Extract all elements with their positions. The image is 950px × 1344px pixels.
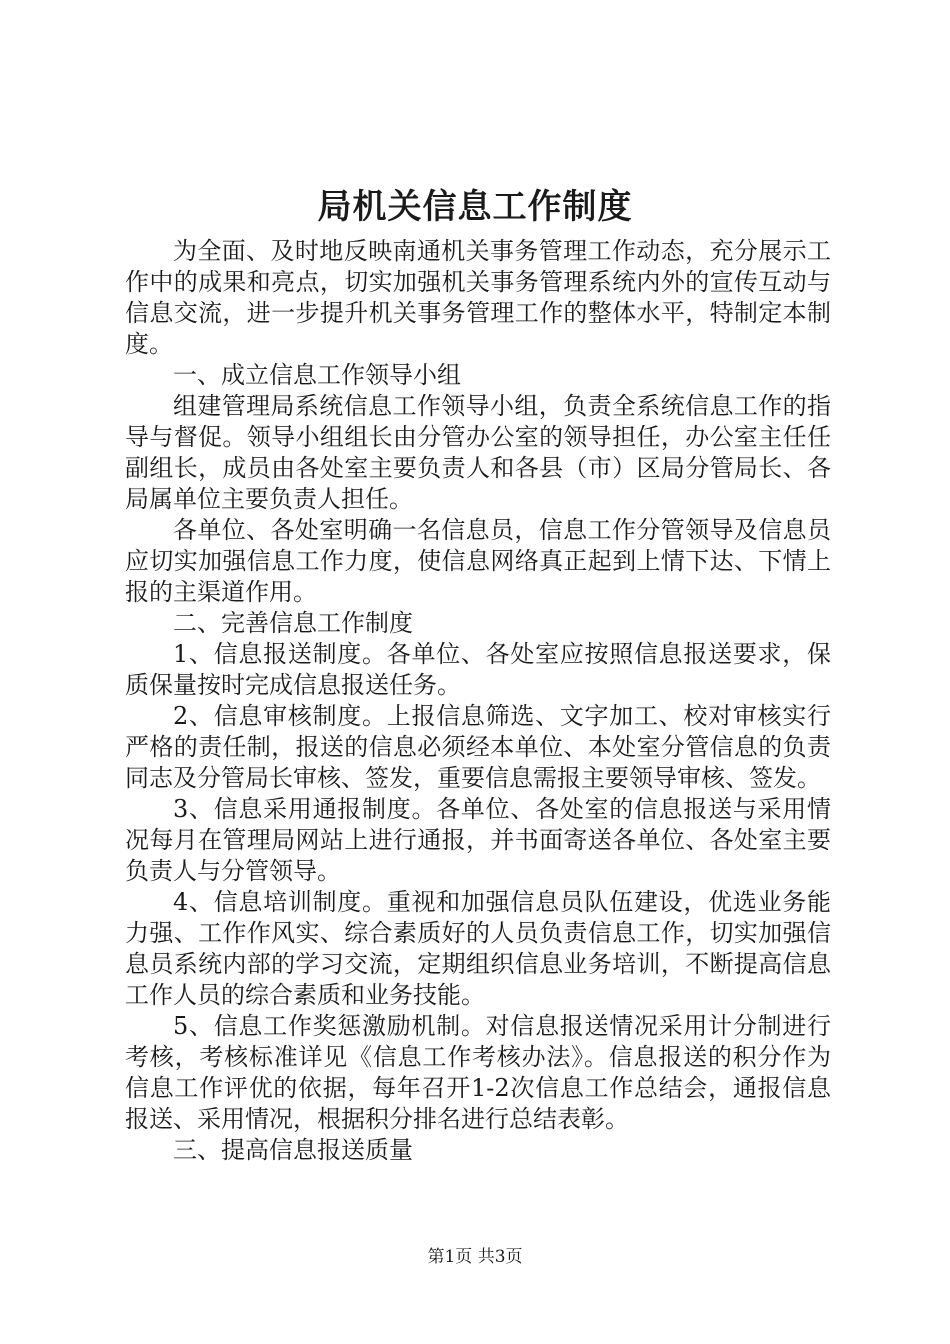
page-footer: 第1页 共3页 xyxy=(427,1247,523,1267)
paragraph: 各单位、各处室明确一名信息员，信息工作分管领导及信息员应切实加强信息工作力度，使信息网络真正起到上情下达、下情上报的主渠道作用。 xyxy=(125,516,831,606)
section-heading-2: 二、完善信息工作制度 xyxy=(173,609,413,637)
document-body xyxy=(125,236,831,1166)
paragraph: 3、信息采用通报制度。各单位、各处室的信息报送与采用情况每月在管理局网站上进行通报，并书面寄送各单位、各处室主要负责人与分管领导。 xyxy=(125,795,831,885)
paragraph: 5、信息工作奖惩激励机制。对信息报送情况采用计分制进行考核，考核标准详见《信息工作考核办法》。信息报送的积分作为信息工作评优的依据，每年召开1-2次信息工作总结会，通报信息报送、采用情况，根据积分排名进行总结表彰。 xyxy=(125,1012,831,1133)
paragraph: 1、信息报送制度。各单位、各处室应按照信息报送要求，保质保量按时完成信息报送任务。 xyxy=(125,640,831,699)
paragraph-intro: 为全面、及时地反映南通机关事务管理工作动态，充分展示工作中的成果和亮点，切实加强机关事务管理系统内外的宣传互动与信息交流，进一步提升机关事务管理工作的整体水平，特制定本制度。 xyxy=(125,237,831,358)
document-title: 局机关信息工作制度 xyxy=(317,187,633,227)
paragraph: 4、信息培训制度。重视和加强信息员队伍建设，优选业务能力强、工作作风实、综合素质好的人员负责信息工作，切实加强信息员系统内部的学习交流，定期组织信息业务培训，不断提高信息工作人员的综合素质和业务技能。 xyxy=(125,888,831,1009)
section-heading-1: 一、成立信息工作领导小组 xyxy=(173,361,461,389)
section-heading-3: 三、提高信息报送质量 xyxy=(173,1136,413,1164)
paragraph: 2、信息审核制度。上报信息筛选、文字加工、校对审核实行严格的责任制，报送的信息必须经本单位、本处室分管信息的负责同志及分管局长审核、签发，重要信息需报主要领导审核、签发。 xyxy=(125,702,831,792)
paragraph: 组建管理局系统信息工作领导小组，负责全系统信息工作的指导与督促。领导小组组长由分管办公室的领导担任，办公室主任任副组长，成员由各处室主要负责人和各县（市）区局分管局长、各局属单位主要负责人担任。 xyxy=(125,392,831,513)
